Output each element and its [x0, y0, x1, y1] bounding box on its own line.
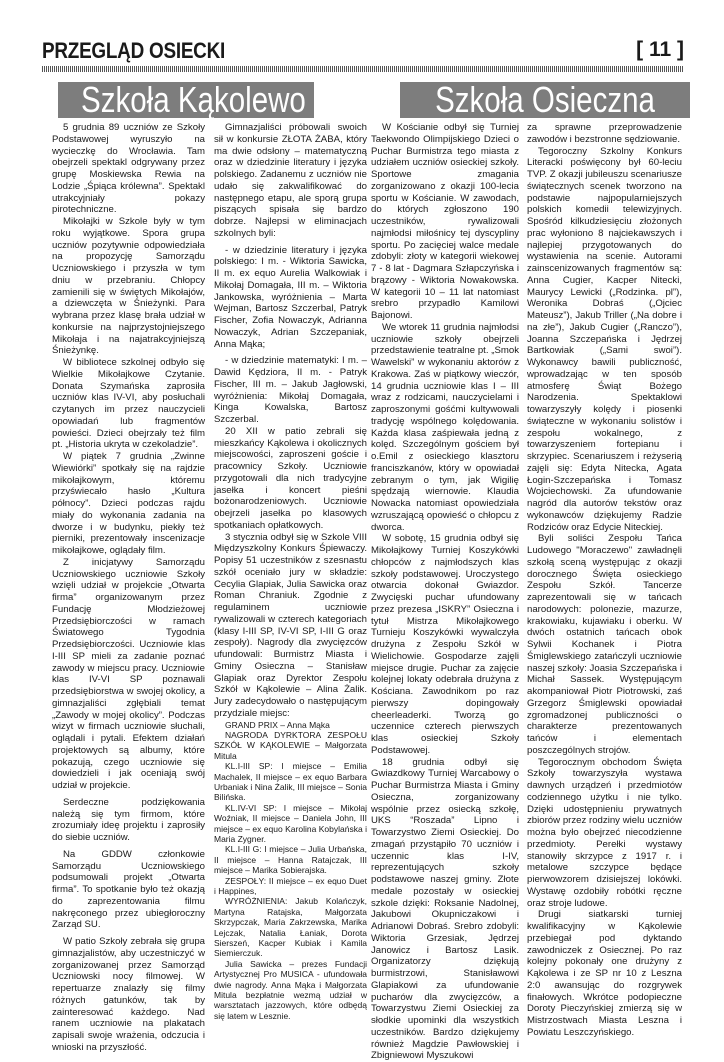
- paragraph: za sprawne przeprowadzenie zawodów i bezstronne sędziowanie.: [527, 122, 682, 146]
- paragraph: W Kościanie odbył się Turniej Taekwondo Olimpijskiego Dzieci o Puchar Burmistrza tego miasta z udziałem uczniów osieckiej szkoły. Sportowe zmagania zorganizowano z okazji 100-lecia sportu w Kościanie. W zawodach, do których zgłoszono 190 uczestników, rywalizowali najmłodsi miłośnicy tej dyscypliny sportu. Po zacięciej walce medale zdobyli: złoty w kategorii wiekowej 7 - 8 lat - Dagmara Szłapczyńska i brązowy - Wiktoria Nowakowska. W kategorii 10 – 11 lat natomiast srebro przypadło Kamilowi Bajonowi.: [371, 122, 519, 322]
- header-rule: [42, 66, 684, 72]
- headline-banner-left: [58, 82, 314, 118]
- paragraph: Byli soliści Zespołu Tańca Ludowego "Moraczewo" zawładnęli szkołą sceną występując z okazji dorocznego Święta osieckiego Zespołu Szkół. Tancerze zaprezentowali się w tańcach narodowych: polonezie, mazurze, krakowiaku, kujawiaku i oberku. W dwóch ostatnich tańcach obok Sylwii Kochanek i Piotra Śmiglewskiego zatańczyli uczniowie naszej szkoły: Joasia Szczepańska i Michał Sassek. Występującym akompaniował Piotr Piotrowski, zaś Grzegorz Śmiglewski opowiadał zgromadzonej publiczności o charakterze prezentowanych tańców i elementach poszczególnych strojów.: [527, 533, 682, 756]
- paragraph: Tegorocznym obchodom Święta Szkoły towarzyszyła wystawa dawnych urządzeń i przedmiotów codziennego użytku i nie tylko. Dzięki udostępnieniu prywatnych zbiorów przez rodziny wielu uczniów można było obejrzeć niecodzienne przedmioty. Perełki wystawy stanowiły skrzypce z 1917 r. i metalowe szczypce będące pierwowzorem dzisiejszej lokówki. Wystawę ozdobiły robótki ręczne oraz stroje ludowe.: [527, 757, 682, 910]
- paragraph: - w dziedzinie matematyki: I m. – Dawid Kędziora, II m. - Patryk Fischer, III m. – Jakub Jagłowski, wyróżnienia: Mikołaj Domagała, Kinga Kowalska, Bartosz Szczerbal.: [214, 355, 367, 426]
- paragraph: W bibliotece szkolnej odbyło się Wielkie Mikołajkowe Czytanie. Donata Szymańska zaprosiła uczniów klas IV-VI, aby posłuchali czytanych im przez nauczycieli opowiadań lub fragmentów powieści. Dzieci obejrzały też film pt. „Historia ukryta w czekoladzie”.: [52, 357, 205, 451]
- award-line: ZESPOŁY: II miejsce – ex equo Duet i Happines,: [214, 876, 367, 897]
- headline-left: Szkoła Kąkolewo: [81, 82, 291, 118]
- paragraph: Na GDDW członkowie Samorządu Uczniowskiego podsumowali projekt „Otwarta firma”. To spotkanie było też okazją do zaprezentowania filmu nakręconego przez ubiegłoroczny Zarząd SU.: [52, 849, 205, 931]
- award-line: KL.I-III SP: I miejsce – Emilia Machalek, II miejsce – ex equo Barbara Urbaniak i Nina Żalik, III miejsce – Sonia Bilińska.: [214, 761, 367, 803]
- award-line: KL.IV-VI SP: I miejsce – Mikołaj Woźniak, II miejsce – Daniela John, III miejsce – ex equo Karolina Kobylańska i Maria Zygner.: [214, 803, 367, 845]
- paragraph: W piątek 7 grudnia „Zwinne Wiewiórki” spotkały się na rajdzie mikołajkowym, któremu przyświecało hasło „Kultura północy”. Dzieci podczas rajdu miały do wykonania zadania na dworze i w budynku, piekły też pierniki, prezentowały inscenizacje mikołajkowe, oglądały film.: [52, 451, 205, 557]
- award-line: NAGRODA DYRKTORA ZESPOŁU SZKÓŁ W KĄKOLEWIE – Małgorzata Mitula: [214, 730, 367, 761]
- headline-right: Szkoła Osieczna: [426, 82, 664, 118]
- paragraph: - w dziedzinie literatury i języka polskiego: I m. - Wiktoria Sawicka, II m. ex equo Aurelia Walkowiak i Mikołaj Domagała, III m. – Wiktoria Jankowska, wyróżnienia – Marta Wejman, Bartosz Szczerbal, Patryk Fischer, Zofia Nowaczyk, Adrianna Nowaczyk, Adrian Szczepaniak, Anna Mąka;: [214, 245, 367, 351]
- award-line: GRAND PRIX – Anna Mąka: [214, 720, 367, 730]
- page-number: [ 11 ]: [636, 38, 684, 62]
- newspaper-title: PRZEGLĄD OSIECKI: [42, 38, 225, 64]
- column-3: [371, 122, 519, 1012]
- paragraph: 5 grudnia 89 uczniów ze Szkoły Podstawowej wyruszyło na wycieczkę do Wrocławia. Tam obejrzeli spektakl odgrywany przez grupę Moskiewska Rewia na Lodzie „Śpiąca królewna”. Spektakl utrakcyjniały pokazy pirotechniczne.: [52, 122, 205, 216]
- paragraph: Mikołajki w Szkole były w tym roku wyjątkowe. Spora grupa uczniów pozytywnie odpowiedziała na propozycję Samorządu Uczniowskiego i przyszła w tym dniu w przebraniu. Chłopcy zamienili się w świętych Mikołajów, a dziewczęta w Śnieżynki. Para wybrana przez klasę brała udział w konkursie na najprzystojniejszego Mikołaja i na najatrakcyjniejszą Śnieżynkę.: [52, 216, 205, 357]
- paragraph: Gimnazjaliści próbowali swoich sił w konkursie ZŁOTA ŻABA, który ma dwie odsłony – matematyczną oraz w dziedzinie literatury i języka polskiego. Zadanemu z uczniów nie udało się zakwalifikować do następnego etapu, ale sporą grupa piszących spisała się bardzo dobrze. Najlepsi w eliminacjach szkolnych byli:: [214, 122, 367, 240]
- paragraph: Serdeczne podziękowania należą się tym firmom, które zrozumiały ideę projektu i zaprosiły do siebie uczniów.: [52, 797, 205, 844]
- paragraph: Z inicjatywy Samorządu Uczniowskiego uczniowie Szkoły wzięli udział w projekcie „Otwarta firma” organizowanym przez Fundację Młodzieżowej Przedsiębiorczości w ramach Światowego Tygodnia Przedsiębiorczości. Uczniowie klas I-III SP mieli za zadanie poznać zawody w miejscu pracy. Uczniowie klas IV-VI SP poznawali przedsiębiorstwa w swojej okolicy, a gimnazjaliści zgłębiali temat „Zawody w mojej okolicy”. Podczas wizyt w firmach uczniowie słuchali, oglądali i pytali. Efektem działań projektowych są albumy, które pokazują, czego uczniowie się dowiedzieli i jak oceniają swój udział w projekcie.: [52, 557, 205, 792]
- award-line: WYRÓŻNIENIA: Jakub Kolańczyk, Martyna Ratajska, Małgorzata Skrzypczak, Maria Zakrzewska, Marika Lejczak, Natalia Łaniak, Dorota Sierszeń, Kacper Kubiak i Kamila Siemierczuk.: [214, 896, 367, 958]
- paragraph: W patio Szkoły zebrała się grupa gimnazjalistów, aby uczestniczyć w zorganizowanej przez Samorząd Uczniowski nocy filmowej. W repertuarze znalazły się filmy różnych gatunków, tak by zainteresować każdego. Nad ranem uczniowie na plakatach zapisali swoje wrażenia, odczucia i wnioski na przyszłość.: [52, 936, 205, 1054]
- paragraph: W sobotę, 15 grudnia odbył się Mikołajkowy Turniej Koszykówki chłopców z najmłodszych klas szkoły podstawowej. Uroczystego otwarcia dokonał Gwiazdor. Zwycięski puchar ufundowany przez prezesa „ISKRY” Osieczna i tytuł Mistrza Mikołajkowego Turnieju Koszykówki wywalczyła drużyna z Zespołu Szkół w Wielichowie. Gospodarze zajęli miejsce drugie. Puchar za zajęcie kolejnej lokaty odebrała drużyna z Kościana. Zawodnikom po raz pierwszy dopingowały cheerleaderki. Tworzą go uczennice czterech pierwszych klas osieckiej Szkoły Podstawowej.: [371, 533, 519, 756]
- column-2: [214, 122, 367, 1012]
- award-line: Julia Sawicka – prezes Fundacji Artystycznej Pro MUSICA - ufundowała dwie nagrody. Anna Mąka i Małgorzata Mitula bezpłatnie wezmą udział w warsztatach jazzowych, które odbędą się latem w Lesznie.: [214, 959, 367, 1021]
- paragraph: Drugi siatkarski turniej kwalifikacyjny w Kąkolewie przebiegał pod dyktando zawodniczek z Osiecznej. Po raz kolejny pokonały one drużyny z Kąkolewa i ze SP nr 10 z Leszna 2:0 awansując do rozgrywek finałowych. Wkrótce podopieczne Doroty Pieczyńskiej zmierzą się w Mistrzostwach Miasta Leszna i Powiatu Leszczyńskiego.: [527, 909, 682, 1038]
- award-line: KL.I-III G: I miejsce – Julia Urbańska, II miejsce – Hanna Ratajczak, III miejsce – Marika Sobierajska.: [214, 844, 367, 875]
- paragraph: 20 XII w patio zebrali się mieszkańcy Kąkolewa i okolicznych miejscowości, zaproszeni goście i pracownicy Szkoły. Uczniowie przygotowali dla nich tradycyjne jasełka i koncert pieśni bożonarodzeniowych. Uczniowie obejrzeli jasełka po klasowych spotkaniach opłatkowych.: [214, 426, 367, 532]
- paragraph: Tegoroczny Szkolny Konkurs Literacki poświęcony był 60-leciu TVP. Z okazji jubileuszu scenariusze świątecznych scenek tworzono na podstawie najpopularniejszych polskich komedii telewizyjnych. Spośród kilkudziesięciu złożonych prac wyłoniono 8 najciekawszych i najlepiej przygotowanych do wystawienia na scenie. Autorami zainscenizowanych fragmentów są: Anna Cugier, Kacper Nitecki, Maurycy Lewicki („Rodzinka. pl”), Weronika Dobraś („Ojciec Mateusz”), Jakub Triller („Na dobre i na złe”), Jakub Cugier („Ranczo”), Joanna Szczepańska i Jędrzej Bartkowiak („Sami swoi”). Wykonawcy bawili publiczność, wprowadzając w ten sposób atmosferę Świąt Bożego Narodzenia. Spektaklowi towarzyszyły kolędy i piosenki świąteczne w wykonaniu solistów i zespołu wokalnego, z towarzyszeniem fortepianu i skrzypiec. Scenariuszem i reżyserią zajęli się: Edyta Nitecka, Agata Łogin-Szczepańska i Tomasz Wojciechowski. Za ufundowanie nagród dla autorów tekstów oraz wykonawców dziękujemy Radzie Rodziców oraz Edycie Niteckiej.: [527, 146, 682, 534]
- paragraph: 3 stycznia odbył się w Szkole VIII Międzyszkolny Konkurs Śpiewaczy. Popisy 51 uczestników z szesnastu szkół oceniało jury w składzie: Cecylia Glapiak, Julia Sawicka oraz Roman Chraniuk. Zgodnie z regulaminem uczniowie rywalizowali w czterech kategoriach (klasy I-III SP, IV-VI SP, I-III G oraz zespoły). Nagrody dla zwycięzców ufundowali: Burmistrz Miasta i Gminy Osieczna – Stanisław Glapiak oraz Dyrektor Zespołu Szkół w Kąkolewie – Alina Żalik. Jury zadecydowało o następującym przydziale miejsc:: [214, 532, 367, 720]
- paragraph: 18 grudnia odbył się Gwiazdkowy Turniej Warcabowy o Puchar Burmistrza Miasta i Gminy Osieczna, zorganizowany wspólnie przez osiecką szkołę, UKS “Roszada” Lipno i Towarzystwo Ziemi Osieckiej. Do zmagań przystąpiło 70 uczniów i uczennic klas I-IV, reprezentujących szkoły podstawowe naszej gminy. Złote medale pozostały w osieckiej szkole dzięki: Roksanie Nadolnej, Jakubowi Okupniczakowi i Adrianowi Dobraś. Srebro zdobyli: Wiktoria Grzesiak, Jędrzej Janowicz i Bartosz Lasik. Organizatorzy dziękują burmistrzowi, Stanisławowi Glapiakowi za ufundowanie pucharów dla zwycięzców, a Towarzystwu Ziemi Osieckiej za słodkie upominki dla wszystkich uczestników. Bardzo dziękujemy również Magdzie Pawłowskiej i Zbigniewowi Myszukowi: [371, 757, 519, 1062]
- column-4: [527, 122, 682, 1012]
- paragraph: We wtorek 11 grudnia najmłodsi uczniowie szkoły obejrzeli przedstawienie teatralne pt. „Smok Wawelski” w wykonaniu aktorów z Krakowa. Zaś w piątkowy wieczór, 14 grudnia uczniowie klas I – III wraz z rodzicami, nauczycielami i zaproszonymi gośćmi kultywowali tradycję wspólnego kolędowania. Każda klasa zaśpiewała jedną z kolęd. Szczególnym gościem był o.Emil z osieckiego klasztoru franciszkanów, który w opowiadał zebranym o tym, jak Wigilię spędzają wiernowie. Klaudia Nowacka natomiast opowiedziała wzruszającą opowieść o chłopcu z dworca.: [371, 322, 519, 534]
- headline-banner-right: [400, 82, 690, 118]
- column-1: [52, 122, 205, 1012]
